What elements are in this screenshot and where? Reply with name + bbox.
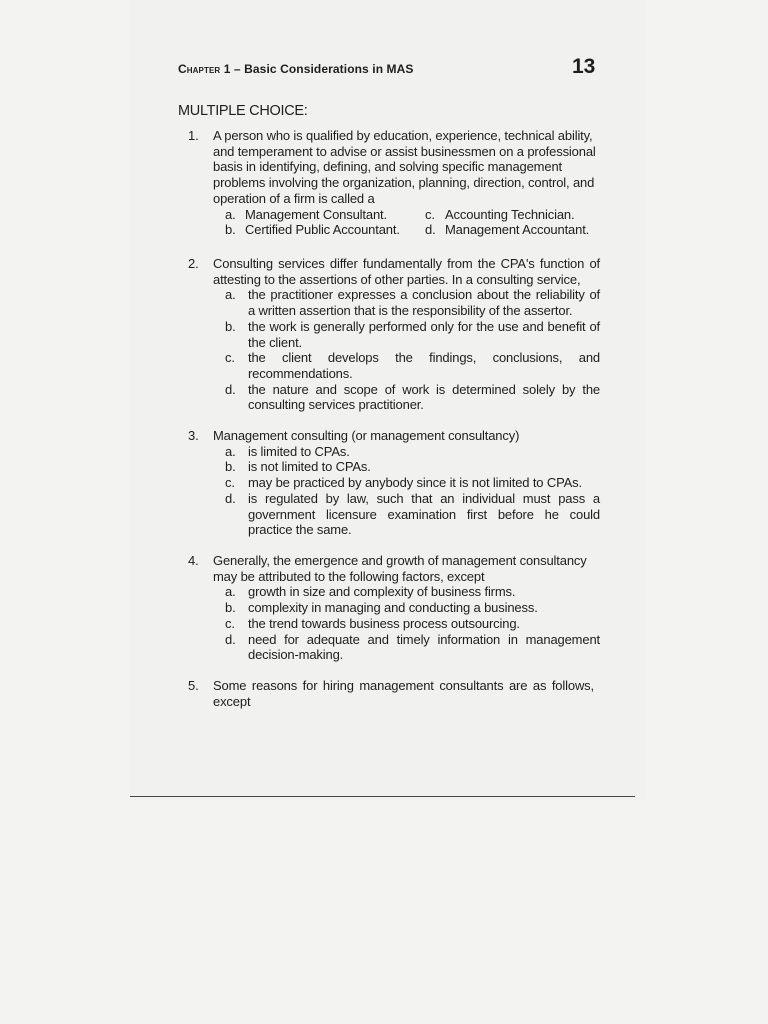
choice-a bbox=[188, 584, 600, 600]
choice-a bbox=[188, 287, 600, 318]
choice-text: the practitioner expresses a conclusion about the reliability of a written assertion that is the responsibility of the assertor. bbox=[248, 287, 600, 319]
choice-a bbox=[225, 207, 425, 223]
choice-d bbox=[188, 632, 600, 663]
question-number: 1. bbox=[188, 128, 199, 143]
choice-text: complexity in managing and conducting a business. bbox=[248, 600, 538, 616]
choice-letter: a. bbox=[225, 287, 236, 303]
choice-a bbox=[188, 444, 600, 460]
page-bottom-rule bbox=[130, 796, 635, 797]
choice-d bbox=[188, 491, 600, 538]
question-3 bbox=[188, 428, 600, 538]
choice-c bbox=[188, 616, 600, 632]
choice-letter: b. bbox=[225, 600, 236, 616]
question-number: 2. bbox=[188, 256, 199, 271]
choice-b bbox=[188, 600, 600, 616]
choice-list bbox=[188, 287, 600, 413]
choice-text: Accounting Technician. bbox=[445, 206, 575, 222]
question-text: Management consulting (or management consultancy) bbox=[213, 428, 520, 443]
choice-text: need for adequate and timely information in management decision-making. bbox=[248, 631, 600, 663]
chapter-label: Chapter 1 bbox=[178, 62, 231, 76]
question-number: 3. bbox=[188, 428, 199, 443]
choice-text: Management Consultant. bbox=[245, 206, 387, 222]
question-text: Consulting services differ fundamentally from the CPA's function of attesting to the assertions of other parties. In a consulting service, bbox=[213, 256, 600, 287]
choice-text: is regulated by law, such that an individual must pass a government licensure examination first before he could practice the same. bbox=[248, 490, 600, 538]
choice-b bbox=[225, 222, 425, 238]
choice-letter: c. bbox=[225, 350, 235, 366]
header-separator: – bbox=[230, 62, 245, 76]
choice-c bbox=[188, 350, 600, 381]
question-number: 4. bbox=[188, 553, 199, 568]
choice-letter: d. bbox=[225, 381, 236, 397]
running-header bbox=[178, 62, 414, 76]
choice-text: the nature and scope of work is determined solely by the consulting services practitioner. bbox=[248, 381, 600, 413]
choice-text: Management Accountant. bbox=[445, 222, 590, 238]
choice-letter: a. bbox=[225, 584, 236, 600]
choice-c bbox=[188, 475, 600, 491]
choice-letter: d. bbox=[425, 222, 436, 238]
choice-c bbox=[425, 207, 625, 223]
question-1 bbox=[188, 128, 600, 238]
choice-d bbox=[188, 382, 600, 413]
choice-letter: b. bbox=[225, 222, 236, 238]
choice-text: is not limited to CPAs. bbox=[248, 459, 371, 475]
question-text: Generally, the emergence and growth of management consultancy may be attributed to the following factors, except bbox=[213, 553, 587, 584]
choice-letter: b. bbox=[225, 459, 236, 475]
choice-letter: b. bbox=[225, 318, 236, 334]
choice-text: the trend towards business process outsourcing. bbox=[248, 615, 520, 631]
question-number: 5. bbox=[188, 678, 199, 693]
question-text: A person who is qualified by education, experience, technical ability, and temperament to advise or assist businessmen on a professional basis in identifying, defining, and solving specific management problems involving the organization, planning, direction, control, and operation of a firm is called a bbox=[213, 128, 596, 206]
page-number: 13 bbox=[572, 55, 596, 78]
question-5 bbox=[188, 678, 600, 709]
question-2 bbox=[188, 256, 600, 413]
choice-text: may be practiced by anybody since it is not limited to CPAs. bbox=[248, 475, 582, 491]
choice-text: Certified Public Accountant. bbox=[245, 222, 400, 238]
choice-b bbox=[188, 319, 600, 350]
choice-text: the work is generally performed only for the use and benefit of the client. bbox=[248, 318, 600, 350]
question-text: Some reasons for hiring management consultants are as follows, except bbox=[213, 678, 594, 709]
choice-letter: c. bbox=[225, 475, 235, 491]
choice-letter: a. bbox=[225, 443, 236, 459]
choice-letter: d. bbox=[225, 631, 236, 647]
question-4 bbox=[188, 553, 600, 663]
choice-text: growth in size and complexity of business firms. bbox=[248, 584, 516, 600]
choice-d bbox=[425, 222, 625, 238]
choice-letter: c. bbox=[425, 206, 435, 222]
choice-letter: d. bbox=[225, 490, 236, 506]
section-title: MULTIPLE CHOICE: bbox=[178, 103, 308, 119]
chapter-title: Basic Considerations in MAS bbox=[244, 62, 414, 76]
choice-b bbox=[188, 459, 600, 475]
choice-letter: a. bbox=[225, 206, 236, 222]
choice-list bbox=[188, 444, 600, 538]
choice-letter: c. bbox=[225, 615, 235, 631]
choice-list bbox=[188, 207, 600, 238]
choice-text: is limited to CPAs. bbox=[248, 443, 350, 459]
choice-list bbox=[188, 584, 600, 663]
choice-text: the client develops the findings, conclusions, and recommendations. bbox=[248, 350, 600, 381]
